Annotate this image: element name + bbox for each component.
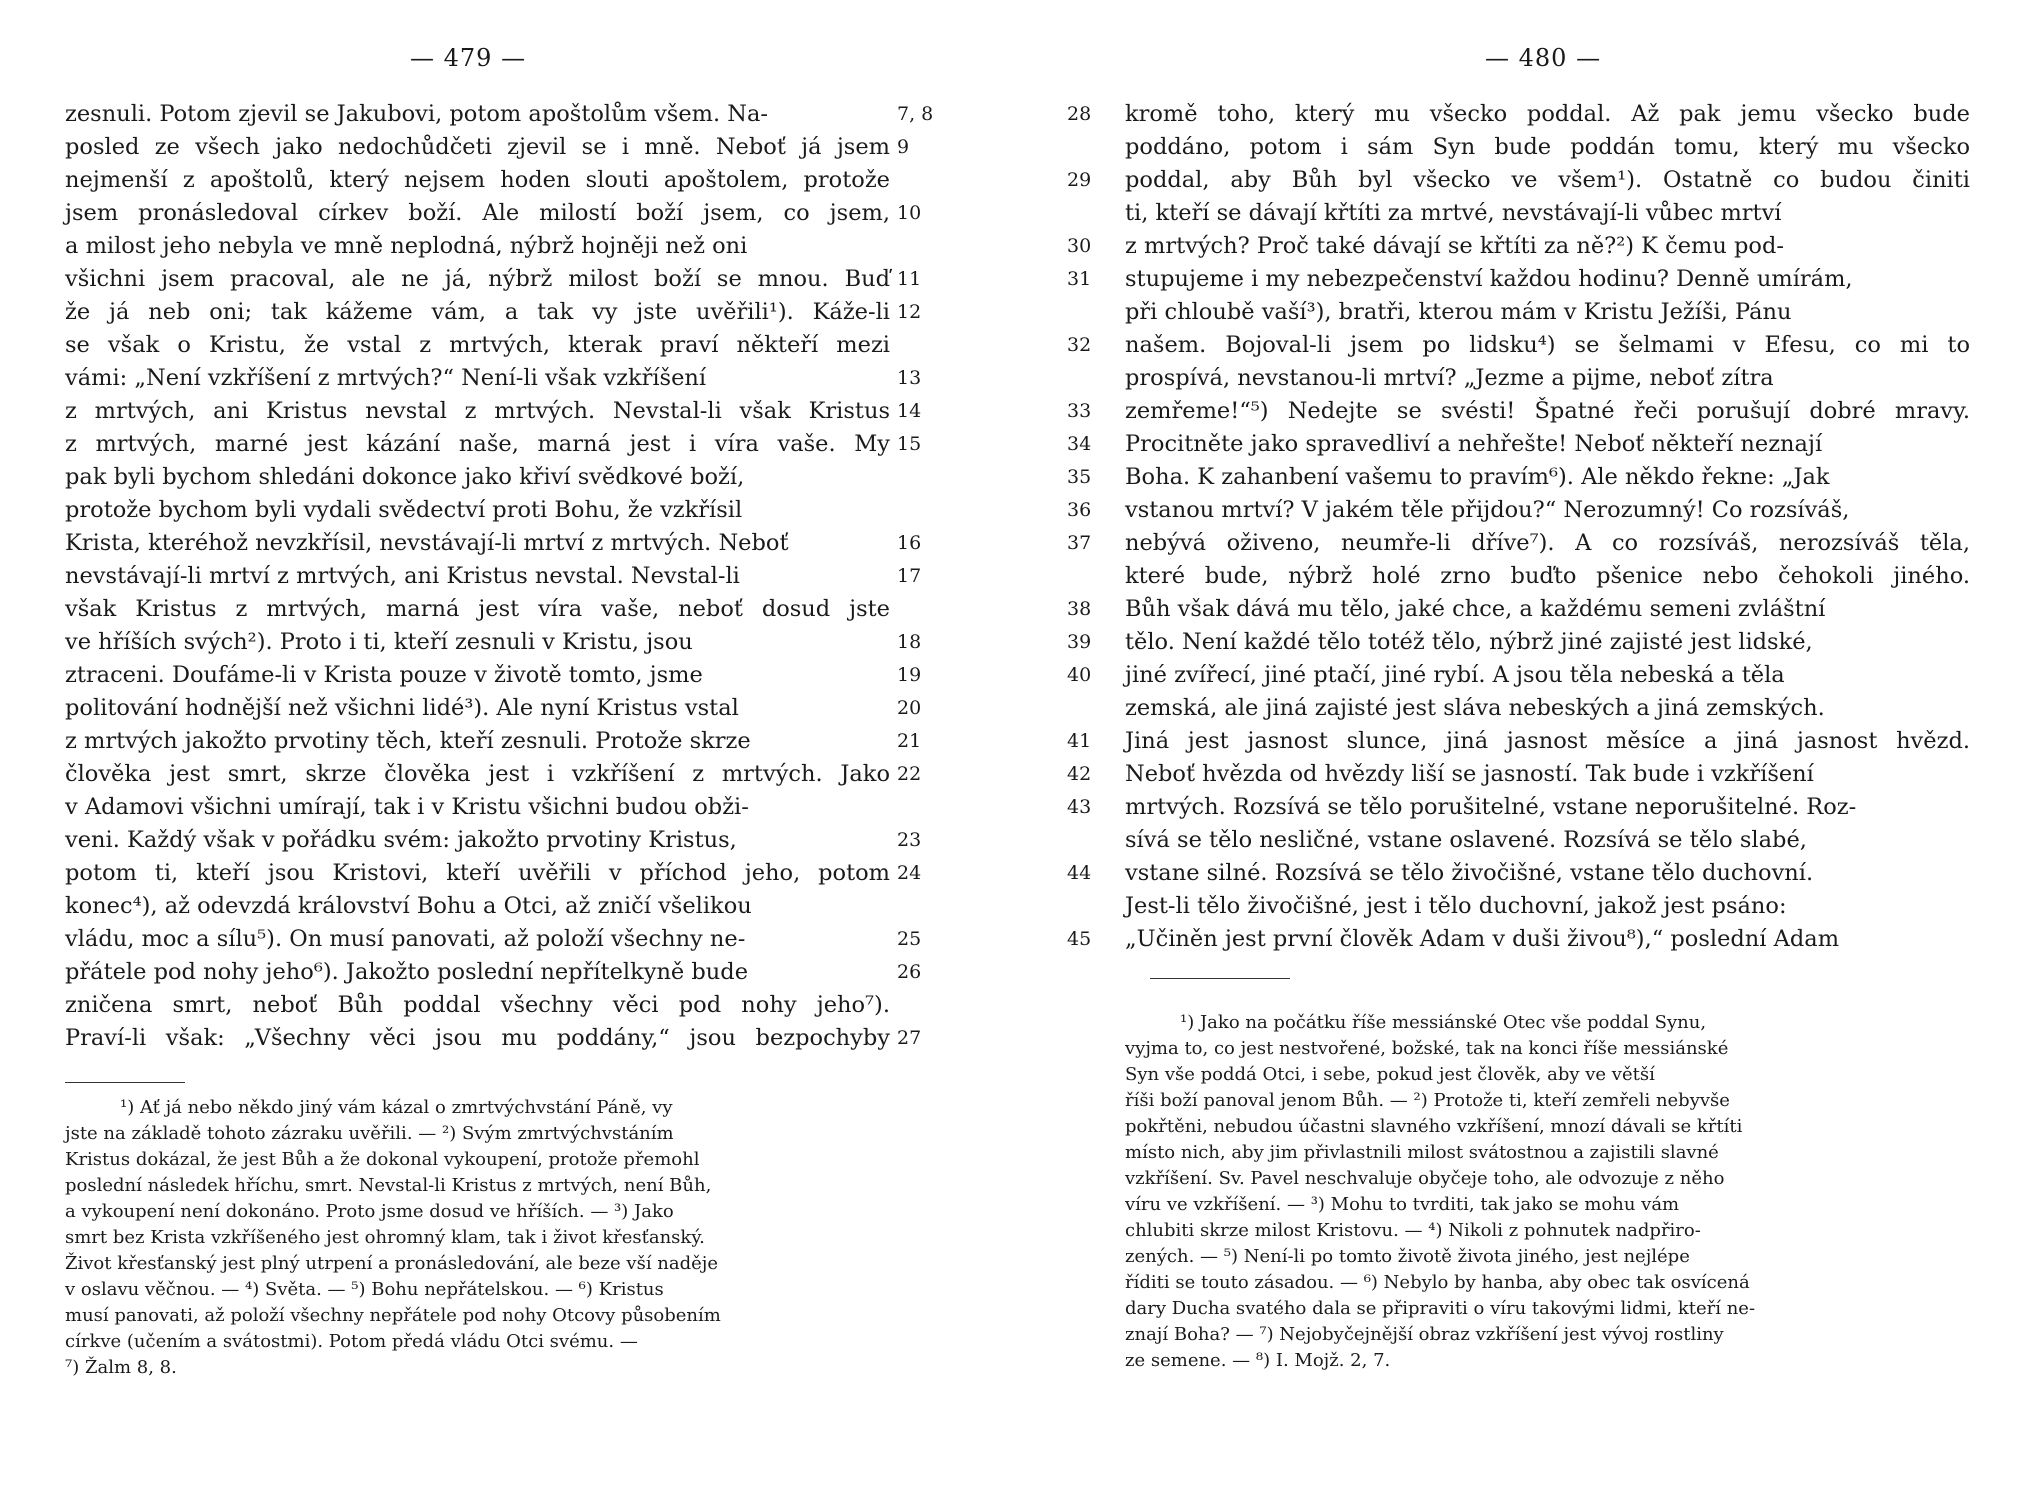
- page-number: — 479 —: [410, 44, 527, 72]
- footnote-line: poslední následek hříchu, smrt. Nevstal-li Kristus z mrtvých, není Bůh,: [65, 1175, 712, 1196]
- line-text: prospívá, nevstanou-li mrtví? „Jezme a pijme, neboť zítra: [1125, 365, 1774, 391]
- line-text: zničena smrt, neboť Bůh poddal všechny věci pod nohy jeho⁷).: [65, 992, 890, 1018]
- line-text: zemská, ale jiná zajisté jest sláva nebeských a jiná zemských.: [1125, 695, 1825, 721]
- line-text: nejmenší z apoštolů, který nejsem hoden slouti apoštolem, protože: [65, 167, 890, 193]
- verse-number: 28: [1067, 103, 1092, 125]
- text-line: [65, 989, 890, 1022]
- text-line: [1067, 791, 1970, 824]
- verse-number: 9: [897, 136, 910, 158]
- text-line: [1067, 494, 1970, 527]
- line-text: Neboť hvězda od hvězdy liší se jasností. Tak bude i vzkříšení: [1125, 761, 1814, 787]
- footnote-line: chlubiti skrze milost Kristovu. — ⁴) Nikoli z pohnutek nadpřiro-: [1125, 1220, 1701, 1241]
- text-line: [65, 560, 922, 593]
- right-page: [1010, 0, 2020, 1500]
- text-line: [65, 791, 890, 824]
- text-line: [65, 857, 922, 890]
- line-text: ve hříších svých²). Proto i ti, kteří zesnuli v Kristu, jsou: [65, 629, 693, 655]
- text-line: [65, 197, 922, 230]
- line-text: nevstávají-li mrtví z mrtvých, ani Kristus nevstal. Nevstal-li: [65, 563, 740, 589]
- line-text: našem. Bojoval-li jsem po lidsku⁴) se šelmami v Efesu, co mi to: [1125, 332, 1970, 358]
- text-line: [1125, 560, 1970, 593]
- verse-number: 42: [1067, 763, 1092, 785]
- line-text: že já neb oni; tak kážeme vám, a tak vy jste uvěřili¹). Káže-li: [65, 299, 890, 325]
- line-text: a milost jeho nebyla ve mně neplodná, nýbrž hojněji než oni: [65, 233, 748, 259]
- line-text: posled ze všech jako nedochůdčeti zjevil se i mně. Neboť já jsem: [65, 134, 890, 160]
- footnote-line: dary Ducha svatého dala se připraviti o víru takovými lidmi, kteří ne-: [1125, 1298, 1756, 1319]
- text-line: [1067, 395, 1970, 428]
- line-text: Bůh však dává mu tělo, jaké chce, a každému semeni zvláštní: [1125, 596, 1826, 622]
- footnote-line: ¹) Jako na počátku říše messiánské Otec vše poddal Synu,: [1180, 1012, 1707, 1033]
- text-line: [65, 890, 890, 923]
- verse-number: 31: [1067, 268, 1092, 290]
- footnote-line: Život křesťanský jest plný utrpení a pronásledování, ale beze vší naděje: [65, 1253, 719, 1274]
- line-text: člověka jest smrt, skrze člověka jest i vzkříšení z mrtvých. Jako: [65, 761, 890, 787]
- verse-number: 35: [1067, 466, 1092, 488]
- verse-number: 7, 8: [897, 103, 934, 125]
- footnote-rule: [1150, 978, 1290, 979]
- verse-number: 26: [897, 961, 922, 983]
- verse-number: 21: [897, 730, 922, 752]
- footnote-line: vyjma to, co jest nestvořené, božské, tak na konci říše messiánské: [1125, 1038, 1729, 1059]
- text-line: [65, 1022, 922, 1055]
- footnote-line: Kristus dokázal, že jest Bůh a že dokonal vykoupení, protože přemohl: [65, 1149, 700, 1170]
- line-text: poddal, aby Bůh byl všecko ve všem¹). Ostatně co budou činiti: [1125, 167, 1970, 193]
- verse-number: 41: [1067, 730, 1092, 752]
- text-line: [1067, 923, 1970, 956]
- line-text: vstane silné. Rozsívá se tělo živočišné, vstane tělo duchovní.: [1125, 860, 1814, 886]
- text-line: [65, 263, 922, 296]
- text-line: [65, 131, 910, 164]
- line-text: přátele pod nohy jeho⁶). Jakožto poslední nepřítelkyně bude: [65, 959, 749, 985]
- line-text: mrtvých. Rozsívá se tělo porušitelné, vstane neporušitelné. Roz-: [1125, 794, 1857, 820]
- verse-number: 13: [897, 367, 922, 389]
- footnote-line: ¹) Ať já nebo někdo jiný vám kázal o zmrtvýchvstání Páně, vy: [120, 1097, 673, 1118]
- text-line: [1125, 131, 1970, 164]
- footnote-rule: [65, 1082, 185, 1083]
- text-line: [1125, 296, 1970, 329]
- text-line: [65, 98, 934, 131]
- text-line: [1067, 593, 1970, 626]
- line-text: tělo. Není každé tělo totéž tělo, nýbrž jiné zajisté jest lidské,: [1125, 629, 1813, 655]
- text-line: [65, 428, 922, 461]
- line-text: „Učiněn jest první člověk Adam v duši živou⁸),“ poslední Adam: [1125, 926, 1840, 952]
- line-text: sívá se tělo nesličné, vstane oslavené. Rozsívá se tělo slabé,: [1125, 827, 1807, 853]
- line-text: protože bychom byli vydali svědectví proti Bohu, že vzkřísil: [65, 497, 743, 523]
- line-text: kromě toho, který mu všecko poddal. Až pak jemu všecko bude: [1125, 101, 1970, 127]
- line-text: z mrtvých, marné jest kázání naše, marná jest i víra vaše. My: [65, 431, 890, 457]
- text-line: [65, 626, 922, 659]
- line-text: nebývá oživeno, neumře-li dříve⁷). A co rozsíváš, nerozsíváš těla,: [1125, 530, 1970, 556]
- main-text: [65, 98, 934, 1055]
- line-text: ti, kteří se dávají křtíti za mrtvé, nevstávají-li vůbec mrtví: [1125, 200, 1782, 226]
- verse-number: 44: [1067, 862, 1092, 884]
- text-line: [65, 725, 922, 758]
- text-line: [1067, 659, 1970, 692]
- footnote-line: Syn vše poddá Otci, i sebe, pokud jest člověk, aby ve větší: [1125, 1064, 1655, 1085]
- footnote-line: místo nich, aby jim přivlastnili milost svátostnou a zajistili slavné: [1125, 1142, 1719, 1163]
- text-line: [1067, 758, 1970, 791]
- main-text: [1067, 98, 1970, 956]
- text-line: [1067, 461, 1970, 494]
- line-text: Boha. K zahanbení vašemu to pravím⁶). Ale někdo řekne: „Jak: [1125, 464, 1830, 490]
- line-text: které bude, nýbrž holé zrno buďto pšenice nebo čehokoli jiného.: [1125, 563, 1970, 589]
- line-text: vámi: „Není vzkříšení z mrtvých?“ Není-li však vzkříšení: [65, 365, 707, 391]
- verse-number: 43: [1067, 796, 1092, 818]
- line-text: zesnuli. Potom zjevil se Jakubovi, potom apoštolům všem. Na-: [65, 101, 768, 127]
- text-line: [65, 824, 922, 857]
- text-line: [1125, 197, 1970, 230]
- line-text: Procitněte jako spravedliví a nehřešte! Neboť někteří neznají: [1125, 431, 1823, 457]
- verse-number: 30: [1067, 235, 1092, 257]
- text-line: [65, 362, 922, 395]
- text-line: [65, 494, 890, 527]
- footnote-line: znají Boha? — ⁷) Nejobyčejnější obraz vzkříšení jest vývoj rostliny: [1125, 1324, 1724, 1345]
- verse-number: 12: [897, 301, 922, 323]
- verse-number: 38: [1067, 598, 1092, 620]
- verse-number: 39: [1067, 631, 1092, 653]
- verse-number: 14: [897, 400, 922, 422]
- text-line: [65, 527, 922, 560]
- footnote-line: víru ve vzkříšení. — ³) Mohu to tvrditi, tak jako se mohu vám: [1125, 1194, 1680, 1215]
- line-text: jiné zvířecí, jiné ptačí, jiné rybí. A jsou těla nebeská a těla: [1125, 662, 1785, 688]
- verse-number: 17: [897, 565, 922, 587]
- verse-number: 40: [1067, 664, 1092, 686]
- verse-number: 11: [897, 268, 922, 290]
- text-line: [65, 395, 922, 428]
- verse-number: 29: [1067, 169, 1092, 191]
- footnote-line: jste na základě tohoto zázraku uvěřili. — ²) Svým zmrtvýchvstáním: [65, 1123, 674, 1144]
- footnote-line: musí panovati, až položí všechny nepřátele pod nohy Otcovy působením: [65, 1305, 721, 1326]
- text-line: [1125, 692, 1970, 725]
- line-text: politování hodnější než všichni lidé³). Ale nyní Kristus vstal: [65, 695, 739, 721]
- verse-number: 36: [1067, 499, 1092, 521]
- text-line: [65, 593, 890, 626]
- line-text: potom ti, kteří jsou Kristovi, kteří uvěřili v příchod jeho, potom: [65, 860, 890, 886]
- line-text: Krista, kteréhož nevzkřísil, nevstávají-li mrtví z mrtvých. Neboť: [65, 530, 789, 556]
- footnote-line: církve (učením a svátostmi). Potom předá vládu Otci svému. —: [65, 1331, 638, 1352]
- footnote-line: ⁷) Žalm 8, 8.: [65, 1357, 177, 1378]
- line-text: jsem pronásledoval církev boží. Ale milostí boží jsem, co jsem,: [65, 200, 890, 226]
- page-number: — 480 —: [1485, 44, 1602, 72]
- line-text: však Kristus z mrtvých, marná jest víra vaše, neboť dosud jste: [65, 596, 890, 622]
- footnote-line: smrt bez Krista vzkříšeného jest ohromný klam, tak i život křesťanský.: [65, 1227, 705, 1248]
- line-text: pak byli bychom shledáni dokonce jako křiví svědkové boží,: [65, 464, 745, 490]
- line-text: poddáno, potom i sám Syn bude poddán tomu, který mu všecko: [1125, 134, 1970, 160]
- line-text: zemřeme!“⁵) Nedejte se svésti! Špatné řeči porušují dobré mravy.: [1125, 398, 1970, 424]
- verse-number: 22: [897, 763, 922, 785]
- text-line: [65, 329, 890, 362]
- line-text: z mrtvých? Proč také dávají se křtíti za ně?²) K čemu pod-: [1125, 233, 1784, 259]
- verse-number: 20: [897, 697, 922, 719]
- line-text: z mrtvých jakožto prvotiny těch, kteří zesnuli. Protože skrze: [65, 728, 751, 754]
- verse-number: 32: [1067, 334, 1092, 356]
- text-line: [65, 461, 890, 494]
- footnote-line: vzkříšení. Sv. Pavel neschvaluje obyčeje toho, ale odvozuje z něho: [1125, 1168, 1725, 1189]
- line-text: vstanou mrtví? V jakém těle přijdou?“ Nerozumný! Co rozsíváš,: [1125, 497, 1850, 523]
- verse-number: 23: [897, 829, 922, 851]
- text-line: [1067, 527, 1970, 560]
- text-line: [1067, 725, 1970, 758]
- footnote-line: pokřtěni, nebudou účastni slavného vzkříšení, mnozí dávali se křtíti: [1125, 1116, 1743, 1137]
- text-line: [1067, 857, 1970, 890]
- verse-number: 16: [897, 532, 922, 554]
- text-line: [65, 956, 922, 989]
- line-text: Jest-li tělo živočišné, jest i tělo duchovní, jakož jest psáno:: [1125, 893, 1787, 919]
- text-line: [1067, 230, 1970, 263]
- text-line: [65, 692, 922, 725]
- line-text: při chloubě vaší³), bratři, kterou mám v Kristu Ježíši, Pánu: [1125, 299, 1792, 325]
- verse-number: 45: [1067, 928, 1092, 950]
- line-text: všichni jsem pracoval, ale ne já, nýbrž milost boží se mnou. Buď: [65, 266, 890, 292]
- line-text: vládu, moc a sílu⁵). On musí panovati, až položí všechny ne-: [65, 926, 746, 952]
- verse-number: 27: [897, 1027, 922, 1049]
- text-line: [1125, 362, 1970, 395]
- footnotes: [65, 1095, 890, 1381]
- text-line: [65, 923, 922, 956]
- verse-number: 15: [897, 433, 922, 455]
- text-line: [1067, 263, 1970, 296]
- verse-number: 19: [897, 664, 922, 686]
- footnote-line: v oslavu věčnou. — ⁴) Světa. — ⁵) Bohu nepřátelskou. — ⁶) Kristus: [65, 1279, 664, 1300]
- line-text: veni. Každý však v pořádku svém: jakožto prvotiny Kristus,: [65, 827, 737, 853]
- footnote-line: říši boží panoval jenom Bůh. — ²) Protože ti, kteří zemřeli nebyvše: [1125, 1090, 1730, 1111]
- text-line: [1067, 164, 1970, 197]
- text-line: [1067, 626, 1970, 659]
- line-text: v Adamovi všichni umírají, tak i v Kristu všichni budou obži-: [65, 794, 749, 820]
- line-text: ztraceni. Doufáme-li v Krista pouze v životě tomto, jsme: [65, 662, 703, 688]
- verse-number: 33: [1067, 400, 1092, 422]
- verse-number: 24: [897, 862, 922, 884]
- text-line: [1125, 890, 1970, 923]
- text-line: [65, 296, 922, 329]
- text-line: [1125, 824, 1970, 857]
- line-text: se však o Kristu, že vstal z mrtvých, kterak praví někteří mezi: [65, 332, 890, 358]
- footnotes: [1125, 1010, 1965, 1374]
- text-line: [65, 758, 922, 791]
- footnote-line: ze semene. — ⁸) I. Mojž. 2, 7.: [1125, 1350, 1391, 1371]
- text-line: [1067, 329, 1970, 362]
- footnote-line: a vykoupení není dokonáno. Proto jsme dosud ve hříších. — ³) Jako: [65, 1201, 674, 1222]
- footnote-line: zených. — ⁵) Není-li po tomto životě života jiného, jest nejlépe: [1125, 1246, 1690, 1267]
- footnote-line: říditi se touto zásadou. — ⁶) Nebylo by hanba, aby obec tak osvícená: [1125, 1272, 1750, 1293]
- verse-number: 34: [1067, 433, 1092, 455]
- verse-number: 18: [897, 631, 922, 653]
- text-line: [1067, 428, 1970, 461]
- text-line: [65, 164, 890, 197]
- line-text: stupujeme i my nebezpečenství každou hodinu? Denně umírám,: [1125, 266, 1853, 292]
- verse-number: 10: [897, 202, 922, 224]
- verse-number: 25: [897, 928, 922, 950]
- verse-number: 37: [1067, 532, 1092, 554]
- line-text: konec⁴), až odevzdá království Bohu a Otci, až zničí všelikou: [65, 893, 752, 919]
- line-text: Praví-li však: „Všechny věci jsou mu poddány,“ jsou bezpochyby: [65, 1025, 890, 1051]
- text-line: [65, 659, 922, 692]
- line-text: Jiná jest jasnost slunce, jiná jasnost měsíce a jiná jasnost hvězd.: [1125, 728, 1970, 754]
- text-line: [65, 230, 890, 263]
- text-line: [1067, 98, 1970, 131]
- line-text: z mrtvých, ani Kristus nevstal z mrtvých. Nevstal-li však Kristus: [65, 398, 890, 424]
